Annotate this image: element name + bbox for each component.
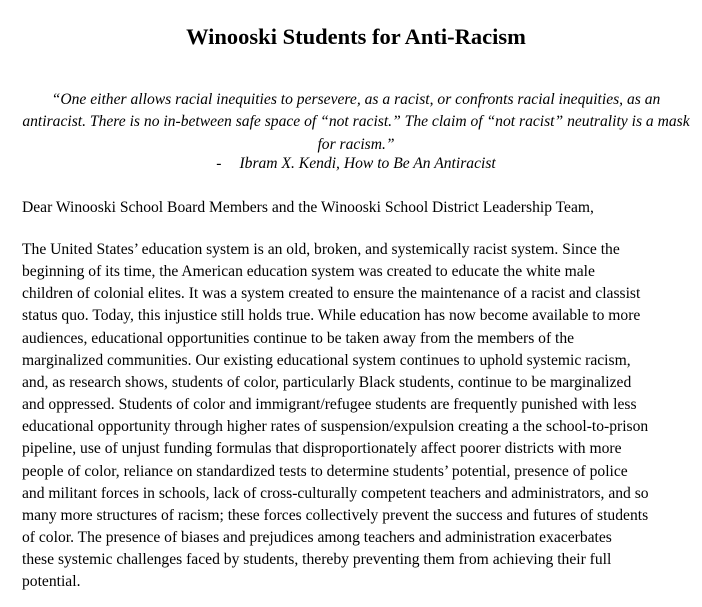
paragraph-line: and, as research shows, students of color, particularly Black students, continue to be marginalized — [22, 373, 632, 391]
paragraph-line: status quo. Today, this injustice still holds true. While education has now become available to more — [22, 307, 641, 325]
epigraph-attribution: Ibram X. Kendi, How to Be An Antiracist — [239, 155, 496, 172]
paragraph-line: educational opportunity through higher rates of suspension/expulsion creating a the school-to-prison — [22, 418, 649, 436]
epigraph-quote: “One either allows racial inequities to persevere, as a racist, or confronts racial inequities, as an antiracist. There is no in-between safe space of “not racist.” The claim of “not racist” neutrality is a mask for racism.” — [22, 91, 690, 153]
paragraph-line: and oppressed. Students of color and immigrant/refugee students are frequently punished with less — [22, 396, 637, 414]
paragraph-line: these systemic challenges faced by students, thereby preventing them from achieving their full — [22, 551, 612, 569]
paragraph-line: marginalized communities. Our existing educational system continues to uphold systemic racism, — [22, 351, 631, 369]
paragraph-line: pipeline, use of unjust funding formulas that disproportionately affect poorer districts with more — [22, 440, 622, 458]
paragraph-line: potential. — [22, 573, 81, 591]
epigraph-attribution-line — [22, 153, 690, 175]
body-paragraph — [22, 239, 690, 594]
paragraph-line: audiences, educational opportunities continue to be taken away from the members of the — [22, 329, 575, 347]
attribution-dash: - — [216, 155, 222, 172]
paragraph-line: children of colonial elites. It was a system created to ensure the maintenance of a racist and classist — [22, 285, 641, 303]
salutation: Dear Winooski School Board Members and the Winooski School District Leadership Team, — [22, 199, 594, 216]
paragraph-line: many more structures of racism; these forces collectively prevent the success and futures of students — [22, 506, 649, 524]
document-title: Winooski Students for Anti-Racism — [186, 24, 526, 49]
paragraph-line: and militant forces in schools, lack of cross-culturally competent teachers and administrators, and so — [22, 484, 649, 502]
paragraph-line: people of color, reliance on standardized tests to determine students’ potential, presence of police — [22, 462, 628, 480]
paragraph-line: beginning of its time, the American education system was created to educate the white male — [22, 263, 595, 281]
paragraph-line: The United States’ education system is an old, broken, and systemically racist system. Since the — [22, 241, 620, 258]
paragraph-line: of color. The presence of biases and prejudices among teachers and administration exacerbates — [22, 529, 612, 547]
